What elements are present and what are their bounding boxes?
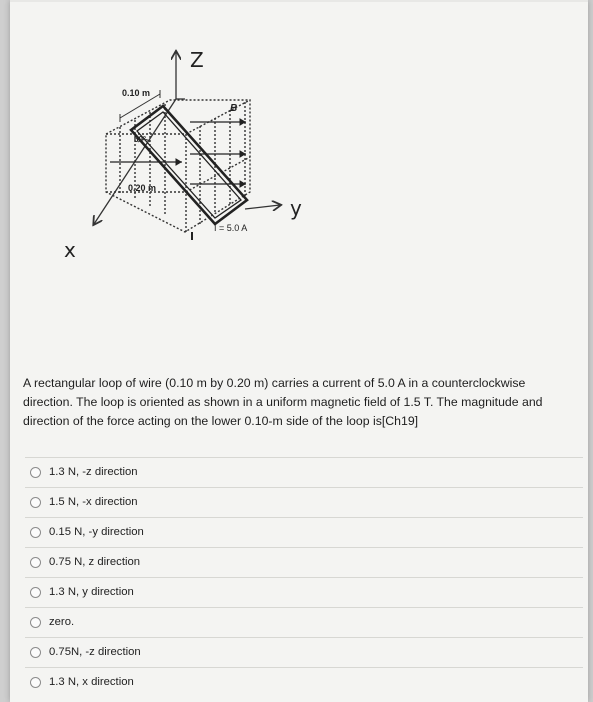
radio-button[interactable]	[30, 617, 41, 628]
field-box	[106, 100, 250, 232]
divider	[25, 517, 583, 518]
radio-button[interactable]	[30, 677, 41, 688]
divider	[25, 457, 583, 458]
option-label: 0.15 N, -y direction	[49, 526, 144, 538]
current-label: I = 5.0 A	[214, 223, 248, 233]
option-label: 1.3 N, x direction	[49, 676, 134, 688]
z-axis-label: Z	[190, 48, 204, 72]
option-3[interactable]	[30, 522, 144, 542]
divider	[25, 667, 583, 668]
option-4[interactable]	[30, 552, 140, 572]
option-2[interactable]	[30, 492, 138, 512]
divider	[25, 607, 583, 608]
option-label: 0.75 N, z direction	[49, 556, 141, 568]
option-6[interactable]	[30, 612, 74, 632]
option-5[interactable]	[30, 582, 134, 602]
divider	[25, 637, 583, 638]
option-label: zero.	[49, 616, 75, 628]
y-axis-label: y	[290, 196, 302, 220]
radio-button[interactable]	[30, 467, 41, 478]
option-7[interactable]	[30, 642, 141, 662]
physics-diagram	[10, 2, 588, 362]
divider	[25, 487, 583, 488]
radio-button[interactable]	[30, 647, 41, 658]
angle-label: 60°	[134, 135, 147, 144]
field-label: B	[230, 103, 238, 114]
side-length-top: 0.10 m	[122, 88, 151, 98]
option-8[interactable]	[30, 672, 134, 692]
option-label: 1.3 N, -z direction	[49, 466, 138, 478]
quiz-page	[10, 0, 588, 702]
radio-button[interactable]	[30, 527, 41, 538]
radio-button[interactable]	[30, 587, 41, 598]
option-1[interactable]	[30, 462, 138, 482]
option-label: 0.75N, -z direction	[49, 646, 141, 658]
divider	[25, 577, 583, 578]
divider	[25, 547, 583, 548]
x-axis-label: x	[64, 238, 76, 262]
option-label: 1.3 N, y direction	[49, 586, 134, 598]
loop-diagram-drawing	[10, 2, 588, 362]
coordinate-axes	[94, 48, 280, 224]
radio-button[interactable]	[30, 557, 41, 568]
option-label: 1.5 N, -x direction	[49, 496, 138, 508]
radio-button[interactable]	[30, 497, 41, 508]
question-text: A rectangular loop of wire (0.10 m by 0.20 m) carries a current of 5.0 A in a counterclockwise direction. The loop is oriented as shown in a uniform magnetic field of 1.5 T. The magnitude and direction of the force acting on the lower 0.10-m side of the loop is[Ch19]	[23, 376, 543, 428]
side-length-left: 0.20 m	[128, 183, 157, 193]
